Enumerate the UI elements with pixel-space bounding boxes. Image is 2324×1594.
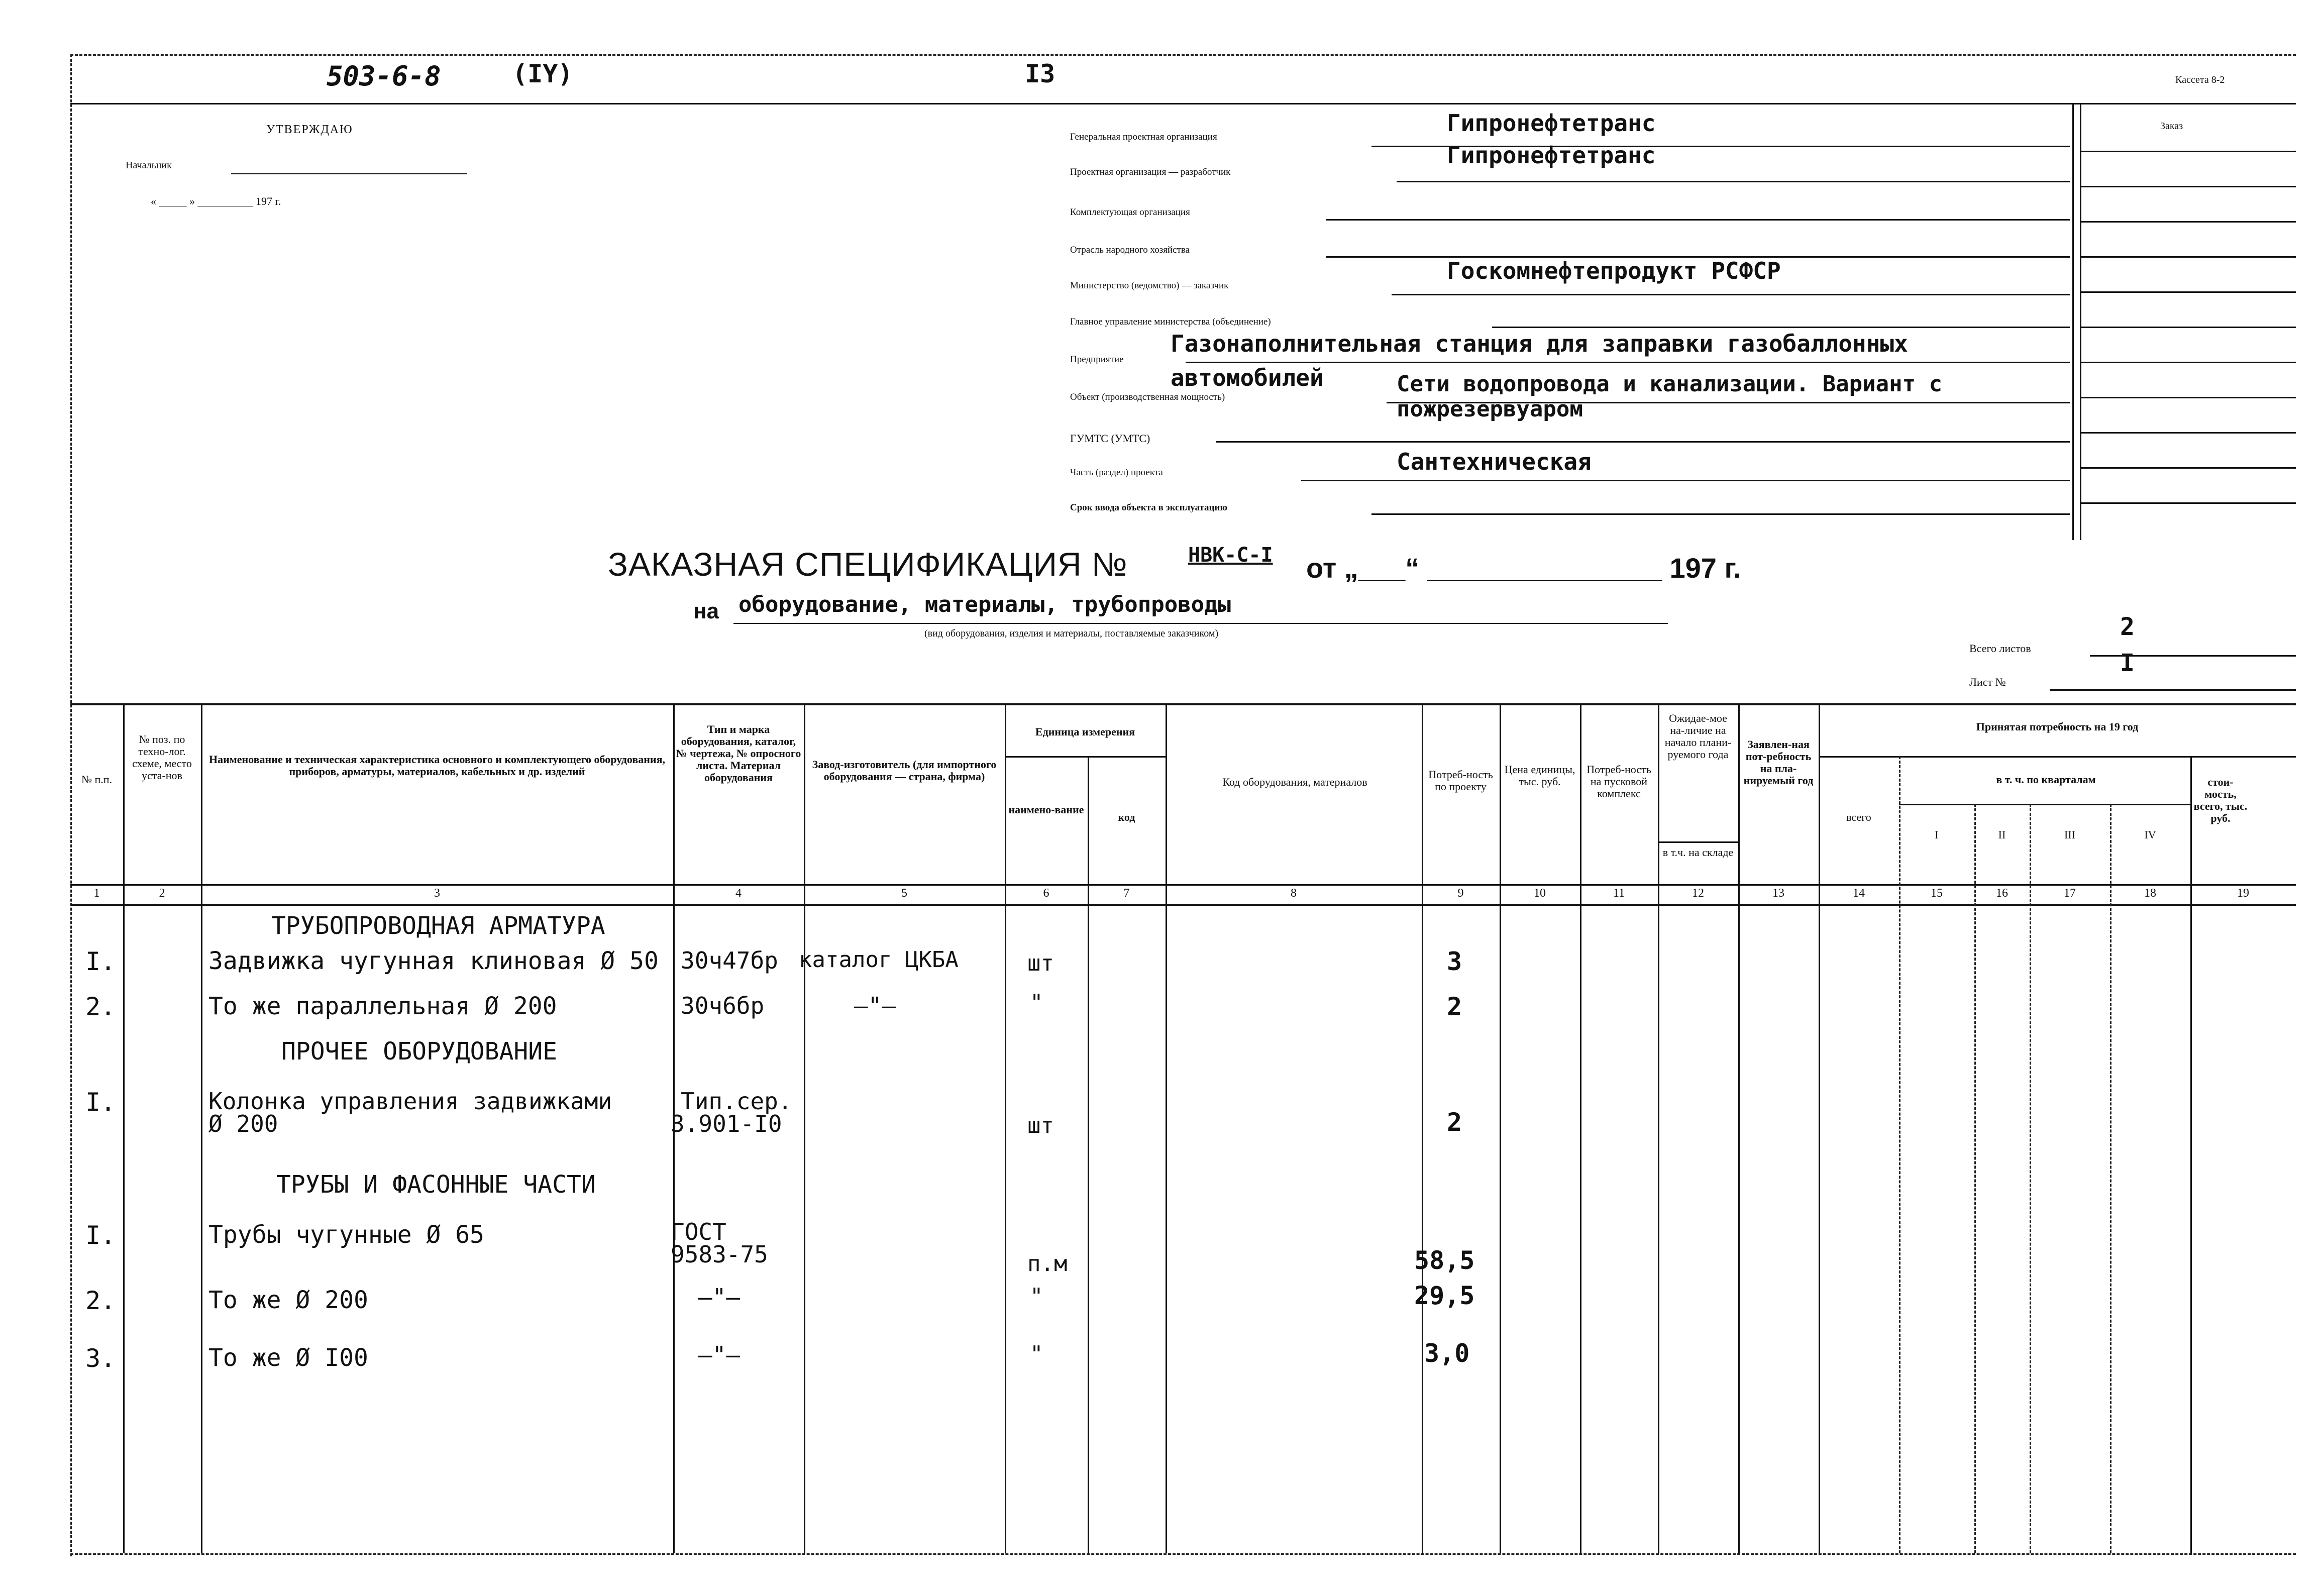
field-label: Проектная организация — разработчик	[1070, 167, 1231, 177]
row-no: I.	[85, 1221, 116, 1250]
col-number: 5	[901, 887, 907, 900]
approval-position: Начальник	[126, 160, 172, 171]
col-header-accepted-group: Принятая потребность на 19 год	[1976, 720, 2139, 733]
row-qty: 3,0	[1424, 1339, 1470, 1368]
row-qty: 3	[1447, 947, 1462, 976]
row-unit: шт	[1027, 1113, 1054, 1138]
row-maker: —"—	[854, 992, 896, 1019]
row-name: То же Ø I00	[208, 1344, 368, 1372]
col-number: 1	[93, 887, 100, 900]
col-header-in-stock: в т.ч. на складе	[1662, 846, 1734, 859]
row-no: 2.	[85, 992, 116, 1021]
section-heading: ТРУБОПРОВОДНАЯ АРМАТУРА	[271, 912, 605, 940]
sheet-number-value: I	[2120, 649, 2135, 677]
col-header-maker: Завод-изготовитель (для импортного оборудования — страна, фирма)	[812, 758, 997, 783]
col-header-price: Цена единицы, тыс. руб.	[1504, 763, 1575, 788]
col-header-position: № поз. по техно-лог. схеме, место уста-нов	[132, 733, 192, 782]
col-number: 17	[2064, 887, 2076, 900]
row-type-line2: 9583-75	[671, 1241, 768, 1268]
col-header-total: всего	[1846, 811, 1871, 823]
col-number: 11	[1613, 887, 1625, 900]
spec-subject-hint: (вид оборудования, изделия и материалы, поставляемые заказчиком)	[924, 628, 1219, 639]
col-number: 12	[1692, 887, 1704, 900]
field-label: Министерство (ведомство) — заказчик	[1070, 280, 1229, 291]
col-header-no: № п.п.	[81, 773, 113, 786]
corner-note: Кассета 8-2	[2175, 74, 2225, 85]
col-number: 13	[1772, 887, 1784, 900]
row-name: То же параллельная Ø 200	[208, 992, 557, 1020]
col-header-startup-need: Потреб-ность на пусковой комплекс	[1587, 763, 1651, 800]
col-number: 2	[159, 887, 165, 900]
row-no: 3.	[85, 1344, 116, 1373]
row-type: —"—	[698, 1284, 741, 1311]
col-number: 9	[1457, 887, 1464, 900]
row-type: 30ч6бр	[681, 992, 765, 1019]
row-unit: "	[1030, 1284, 1043, 1309]
col-number: 4	[735, 887, 742, 900]
col-header-q1: I	[1935, 828, 1939, 841]
section-heading: ПРОЧЕЕ ОБОРУДОВАНИЕ	[281, 1037, 558, 1066]
section-heading: ТРУБЫ И ФАСОННЫЕ ЧАСТИ	[276, 1171, 596, 1199]
field-label: ГУМТС (УМТС)	[1070, 432, 1150, 445]
field-label: Главное управление министерства (объединение)	[1070, 316, 1271, 327]
approval-date: « _____ » __________ 197 г.	[151, 195, 281, 207]
doc-code: 503-6-8	[327, 60, 441, 92]
col-number: 10	[1534, 887, 1546, 900]
row-maker: каталог ЦКБА	[799, 947, 959, 973]
col-header-quarters: в т. ч. по кварталам	[1996, 773, 2096, 786]
row-no: I.	[85, 1088, 116, 1117]
field-label: Генеральная проектная организация	[1070, 132, 1217, 142]
col-header-name: Наименование и техническая характеристика основного и комплектующего оборудования, приборов, арматуры, материалов, кабельных и др. изделий	[208, 753, 666, 778]
row-unit: п.м	[1027, 1251, 1068, 1277]
col-number: 14	[1853, 887, 1865, 900]
col-number: 19	[2237, 887, 2249, 900]
col-number: 16	[1996, 887, 2008, 900]
field-label: Срок ввода объекта в эксплуатацию	[1070, 502, 1227, 513]
row-no: I.	[85, 947, 116, 976]
row-name: Колонка управления задвижками	[208, 1088, 612, 1115]
col-number: 18	[2144, 887, 2156, 900]
row-name: То же Ø 200	[208, 1286, 368, 1314]
col-number: 15	[1931, 887, 1943, 900]
spec-subject: оборудование, материалы, трубопроводы	[738, 592, 1231, 617]
row-qty: 58,5	[1414, 1246, 1475, 1275]
sheets-total-value: 2	[2120, 613, 2135, 641]
page-number: I3	[1025, 59, 1055, 88]
field-value: Газонаполнительная станция для заправки газобаллонных автомобилей	[1171, 330, 1908, 391]
col-header-unit-code: код	[1118, 811, 1135, 823]
row-qty: 29,5	[1414, 1281, 1475, 1310]
sheet-number-label: Лист №	[1969, 676, 2006, 688]
col-header-q4: IV	[2144, 828, 2156, 841]
row-qty: 2	[1447, 1108, 1462, 1137]
row-name: Задвижка чугунная клиновая Ø 50	[208, 947, 659, 975]
row-no: 2.	[85, 1286, 116, 1315]
row-type: Тип.сер.	[681, 1088, 792, 1115]
spec-date: от „___“ _______________ 197 г.	[1306, 552, 1741, 584]
col-number: 6	[1043, 887, 1049, 900]
col-header-type: Тип и марка оборудования, каталог, № чертежа, № опросного листа. Материал оборудования	[676, 723, 801, 784]
col-header-need: Потреб-ность по проекту	[1428, 768, 1493, 793]
col-number: 7	[1123, 887, 1130, 900]
col-number: 8	[1291, 887, 1297, 900]
field-label: Предприятие	[1070, 354, 1124, 365]
sheets-total-label: Всего листов	[1969, 642, 2031, 655]
field-value: Сантехническая	[1397, 448, 1592, 475]
col-header-unit-group: Единица измерения	[1035, 725, 1135, 738]
col-header-cost: стои-мость, всего, тыс. руб.	[2193, 776, 2248, 824]
field-value: Госкомнефтепродукт РСФСР	[1447, 257, 1781, 284]
col-header-q2: II	[1998, 828, 2006, 841]
row-qty: 2	[1447, 992, 1462, 1021]
col-header-declared: Заявлен-ная пот-ребность на пла-нируемый год	[1743, 738, 1814, 787]
row-type: ГОСТ	[671, 1218, 726, 1245]
row-type: —"—	[698, 1341, 741, 1368]
row-name-line2: Ø 200	[208, 1110, 278, 1137]
col-header-unit-name: наимено-вание	[1008, 803, 1084, 816]
field-label: Часть (раздел) проекта	[1070, 467, 1163, 478]
field-label: Отрасль народного хозяйства	[1070, 245, 1190, 255]
row-type: 30ч47бр	[681, 947, 778, 974]
row-type-line2: 3.901-I0	[671, 1110, 782, 1137]
spec-on: на	[693, 599, 719, 623]
field-label: Объект (производственная мощность)	[1070, 392, 1225, 402]
side-box-label: Заказ	[2160, 121, 2183, 132]
col-header-material-code: Код оборудования, материалов	[1222, 776, 1367, 788]
variant-mark: (IY)	[512, 59, 573, 88]
row-unit: "	[1030, 1341, 1043, 1367]
field-value: Гипронефтетранс	[1447, 110, 1656, 137]
row-unit: шт	[1027, 950, 1054, 976]
col-number: 3	[434, 887, 440, 900]
row-name: Трубы чугунные Ø 65	[208, 1221, 485, 1249]
field-value: Сети водопровода и канализации. Вариант с пожрезервуаром	[1397, 371, 1943, 422]
row-unit: "	[1030, 990, 1043, 1015]
spec-title: ЗАКАЗНАЯ СПЕЦИФИКАЦИЯ №	[608, 546, 1128, 583]
field-label: Комплектующая организация	[1070, 207, 1190, 218]
col-header-q3: III	[2064, 828, 2075, 841]
spec-number: НВК-С-I	[1188, 544, 1273, 567]
col-header-expected: Ожидае-мое на-личие на начало плани-руемого года	[1664, 712, 1732, 761]
field-value: Гипронефтетранс	[1447, 142, 1656, 169]
approval-title: УТВЕРЖДАЮ	[266, 123, 353, 136]
